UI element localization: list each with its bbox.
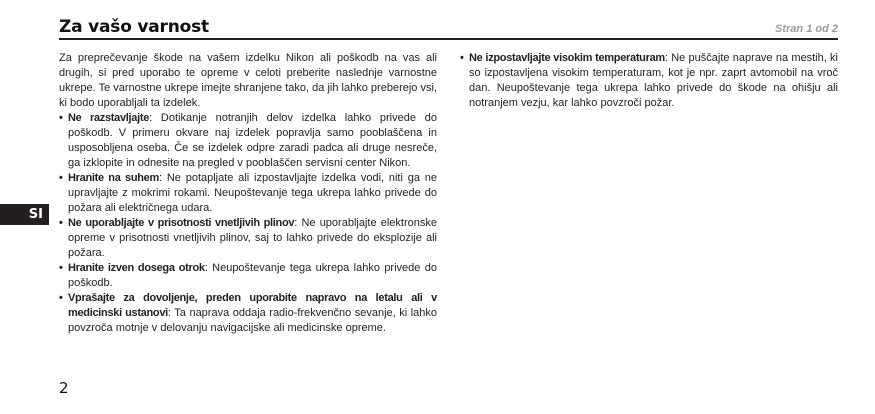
- bullet-item: [59, 261, 437, 291]
- bullet-item: [460, 51, 838, 111]
- bullet-icon: •: [59, 112, 63, 124]
- bullet-heading: Hranite na suhem: [68, 172, 159, 184]
- bullet-heading: Vprašajte za dovoljenje, preden uporabite napravo na letalu ali v medicinski ustanovi: [68, 292, 437, 319]
- page-of-indicator: Stran 1 od 2: [775, 23, 838, 35]
- bullet-item: [59, 111, 437, 171]
- page-number: 2: [59, 379, 69, 397]
- bullet-icon: •: [59, 217, 63, 229]
- bullet-heading: Hranite izven dosega otrok: [68, 262, 205, 274]
- bullet-text: : Ne uporabljajte elektronske opreme v prisotnosti vnetljivih plinov, saj to lahko privede do eksplozije ali požara.: [68, 217, 437, 259]
- language-tab: SI: [0, 204, 49, 225]
- bullet-icon: •: [59, 292, 63, 304]
- bullet-text: : Ne puščajte naprave na mestih, ki so izpostavljena visokim temperaturam, kot je npr. zaprt avtomobil na vroč dan. Neupoštevanje tega ukrepa lahko privede do škode na ohišju ali notranjem vezju, kar lahko povzroči požar.: [469, 52, 839, 109]
- bullet-icon: •: [460, 52, 464, 64]
- bullet-heading: Ne uporabljajte v prisotnosti vnetljivih plinov: [68, 217, 295, 229]
- bullet-heading: Ne razstavljajte: [68, 112, 150, 124]
- bullet-heading: Ne izpostavljajte visokim temperaturam: [469, 52, 665, 64]
- bullet-icon: •: [59, 172, 63, 184]
- right-column: [460, 51, 838, 111]
- title-rule: [59, 38, 838, 40]
- bullet-text: : Dotikanje notranjih delov izdelka lahko privede do poškodb. V primeru okvare naj izdelek popravlja samo pooblaščena in usposobljena oseba. Če se izdelek odpre zaradi padca ali druge nesreče, ga izklopite in odnesite na pregled v pooblaščen servisni center Nikon.: [68, 112, 437, 169]
- bullet-text: : Ne potapljate ali izpostavljajte izdelka vodi, niti ga ne upravljajte z mokrimi rokami. Neupoštevanje tega ukrepa lahko privede do požara ali električnega udara.: [68, 172, 437, 214]
- bullet-text: : Neupoštevanje tega ukrepa lahko privede do poškodb.: [68, 262, 437, 289]
- left-column: [59, 51, 437, 336]
- page-title: Za vašo varnost: [59, 17, 209, 37]
- bullet-text: : Ta naprava oddaja radio-frekvenčno sevanje, ki lahko povzroča motnje v delovanju navigacijske ali medicinske opreme.: [68, 307, 437, 334]
- bullet-icon: •: [59, 262, 63, 274]
- bullet-item: [59, 216, 437, 261]
- intro-paragraph: Za preprečevanje škode na vašem izdelku Nikon ali poškodb na vas ali drugih, si pred uporabo te opreme v celoti preberite naslednje varnostne ukrepe. Te varnostne ukrepe imejte shranjene tako, da jih lahko preberejo vsi, ki bodo uporabljali ta izdelek.: [59, 52, 437, 109]
- bullet-item: [59, 291, 437, 336]
- bullet-item: [59, 171, 437, 216]
